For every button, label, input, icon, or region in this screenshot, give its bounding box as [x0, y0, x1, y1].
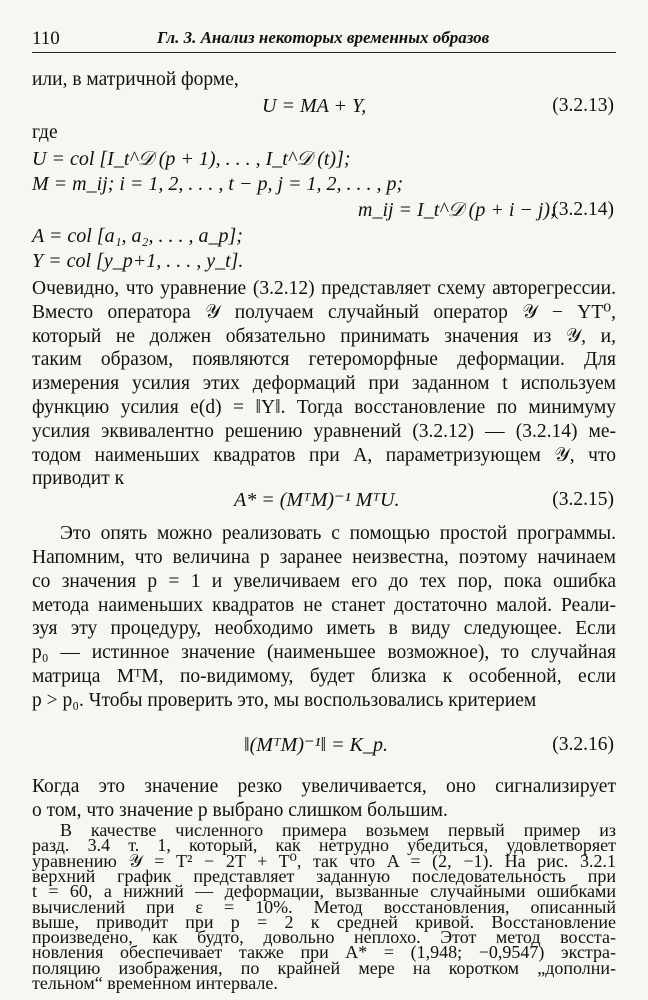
- paragraph-1-line-1: Очевидно, что уравнение (3.2.12) представляет схему авторегрессии.: [32, 278, 616, 299]
- paragraph-4-line-6: вычислений при ε = 10%. Метод восстановления, описанный: [32, 896, 616, 917]
- paragraph-1-line-2: Вместо оператора 𝒴 получаем случайный оператор 𝒴 − YT⁰,: [32, 302, 616, 323]
- equation-number-3-2-14: (3.2.14): [552, 199, 614, 220]
- paragraph-2-line-5: зуя эту процедуру, необходимо иметь в виду следующее. Если: [32, 618, 616, 639]
- equation-3-2-13: U = MA + Y,: [262, 95, 367, 117]
- paragraph-4-line-10: поляцию изображения, по крайней мере на коротком „дополни-: [32, 957, 616, 978]
- paragraph-4-line-1: В качестве численного примера возьмем первый пример из: [60, 820, 616, 840]
- paragraph-1-line-4: таким образом, появляются гетероморфные деформации. Для: [32, 349, 616, 370]
- page-header: [32, 18, 616, 53]
- running-title: Гл. 3. Анализ некоторых временных образов: [157, 28, 490, 47]
- paragraph-4-line-4: верхний график представляет заданную последовательность при: [32, 865, 616, 886]
- intro-text: или, в матричной форме,: [32, 69, 239, 90]
- definition-Y: Y = col [y_p+1, . . . , y_t].: [32, 250, 244, 272]
- paragraph-3-line-1: Когда это значение резко увеличивается, оно сигнализирует: [32, 776, 616, 797]
- definition-U: U = col [I_t^𝒟 (p + 1), . . . , I_t^𝒟 (t)];: [32, 148, 351, 170]
- paragraph-2-line-8: p > p₀. Чтобы проверить это, мы воспользовались критерием: [32, 690, 537, 711]
- paragraph-4-line-9: новления обеспечивает также при A* = (1,948; −0,9547) экстра-: [32, 942, 616, 963]
- paragraph-1-line-8: тодом наименьших квадратов при A, параметризующем 𝒴, что: [32, 445, 616, 466]
- paragraph-4-line-3: уравнению 𝒴 = T² − 2T + T⁰, так что A = (2, −1). На рис. 3.2.1: [32, 850, 616, 871]
- paragraph-4-line-2: разд. 3.4 т. 1, который, как нетрудно убедиться, удовлетворяет: [32, 835, 616, 856]
- paragraph-4-line-8: произведено, как будто, довольно неплохо. Этот метод восста-: [32, 927, 616, 948]
- paragraph-4-line-7: выше, приводит при p = 2 к средней кривой. Восстановление: [32, 911, 616, 932]
- equation-number-3-2-15: (3.2.15): [552, 489, 614, 510]
- paragraph-1-line-6: функцию усилия e(d) = ‖Y‖. Тогда восстановление по минимуму: [32, 397, 616, 418]
- paragraph-2-line-2: Напомним, что величина p заранее неизвестна, поэтому начинаем: [32, 547, 616, 568]
- equation-3-2-16: ‖(MᵀM)⁻¹‖ = K_p.: [244, 734, 388, 756]
- equation-number-3-2-13: (3.2.13): [552, 95, 614, 116]
- paragraph-1-line-9: приводит к: [32, 468, 125, 489]
- paragraph-2-line-7: матрица MᵀM, по-видимому, будет близка к особенной, если: [32, 666, 616, 687]
- page-number: 110: [32, 28, 60, 49]
- paragraph-4-line-5: t = 60, а нижний — деформации, вызванные случайными ошибками: [32, 881, 616, 902]
- equation-3-2-15: A* = (MᵀM)⁻¹ MᵀU.: [234, 489, 400, 511]
- paragraph-1-line-3: который не должен обязательно принимать значения из 𝒴, и,: [32, 326, 616, 347]
- paragraph-2-line-4: метода наименьших квадратов не станет достаточно малой. Реали-: [32, 595, 616, 616]
- definition-M: M = m_ij; i = 1, 2, . . . , t − p, j = 1, 2, . . . , p;: [32, 173, 404, 195]
- paragraph-4-line-11: тельном“ временно́м интервале.: [32, 973, 278, 993]
- definition-A: A = col [a₁, a₂, . . . , a_p];: [32, 225, 243, 247]
- paragraph-2-line-1: Это опять можно реализовать с помощью простой программы.: [60, 523, 616, 544]
- paragraph-1-line-7: усилия эквивалентно решению уравнений (3.2.12) — (3.2.14) ме-: [32, 421, 616, 442]
- paragraph-3-line-2: о том, что значение p выбрано слишком большим.: [32, 800, 448, 821]
- paragraph-2-line-3: со значения p = 1 и увеличиваем его до тех пор, пока ошибка: [32, 571, 616, 592]
- definition-mij: m_ij = I_t^𝒟 (p + i − j);: [358, 199, 557, 221]
- paragraph-1-line-5: измерения усилия этих деформаций при заданном t используем: [32, 373, 616, 394]
- where-label: где: [32, 122, 58, 143]
- paragraph-2-line-6: p₀ — истинное значение (наименьшее возможное), то случайная: [32, 642, 616, 663]
- equation-number-3-2-16: (3.2.16): [552, 734, 614, 755]
